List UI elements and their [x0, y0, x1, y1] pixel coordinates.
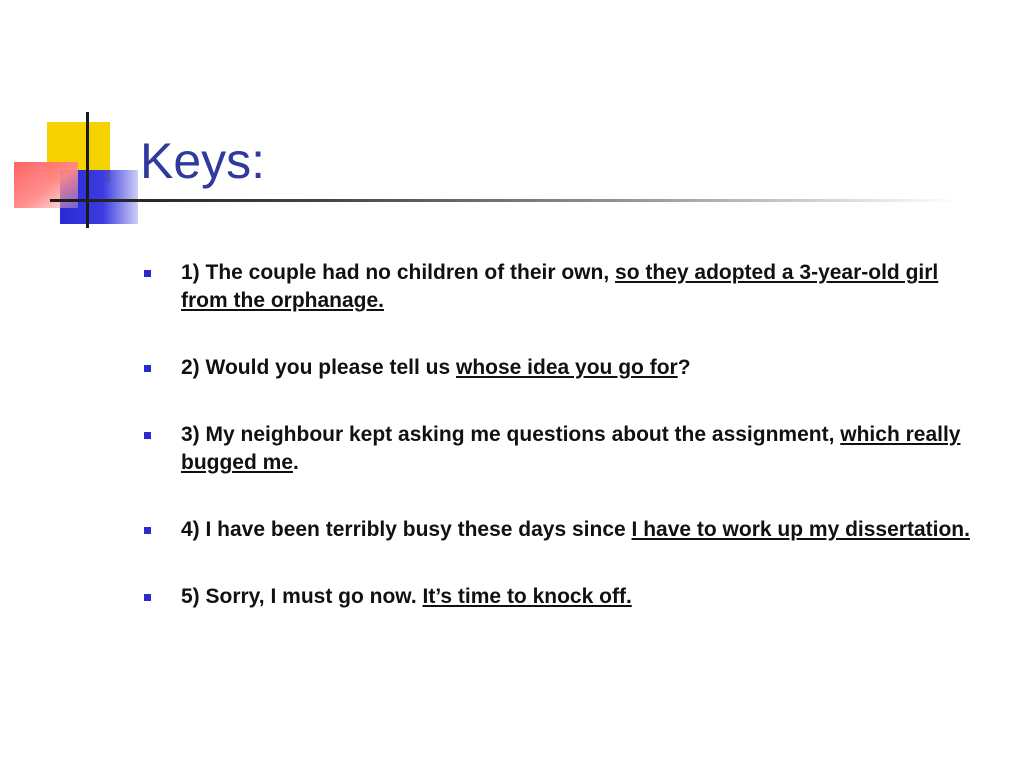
square-bullet-icon	[144, 270, 151, 277]
item-text: 1) The couple had no children of their own,	[181, 261, 616, 284]
slide-title: Keys:	[140, 133, 266, 189]
list-item	[144, 421, 974, 477]
list-item	[144, 259, 974, 315]
item-text: 4) I have been terribly busy these days since	[181, 518, 632, 541]
title-decoration	[0, 0, 140, 240]
item-answer-underlined: which really bugged me	[181, 423, 961, 474]
item-text: 5) Sorry, I must go now.	[181, 585, 423, 608]
answer-key-list	[144, 259, 974, 650]
list-item	[144, 354, 974, 382]
item-answer-underlined: It’s time to knock off.	[422, 585, 632, 608]
square-bullet-icon	[144, 594, 151, 601]
title-underline-rule	[50, 199, 960, 202]
item-text: 3) My neighbour kept asking me questions about the assignment,	[181, 423, 841, 446]
item-tail: ?	[677, 356, 691, 379]
list-item	[144, 583, 974, 611]
square-bullet-icon	[144, 527, 151, 534]
item-tail: .	[293, 451, 299, 474]
decor-vertical-line	[86, 112, 89, 228]
square-bullet-icon	[144, 432, 151, 439]
square-bullet-icon	[144, 365, 151, 372]
item-answer-underlined: I have to work up my dissertation.	[631, 518, 970, 541]
item-answer-underlined: whose idea you go for	[456, 356, 678, 379]
list-item	[144, 516, 974, 544]
item-text: 2) Would you please tell us	[181, 356, 456, 379]
item-answer-underlined: so they adopted a 3-year-old girl from the orphanage.	[181, 261, 939, 312]
